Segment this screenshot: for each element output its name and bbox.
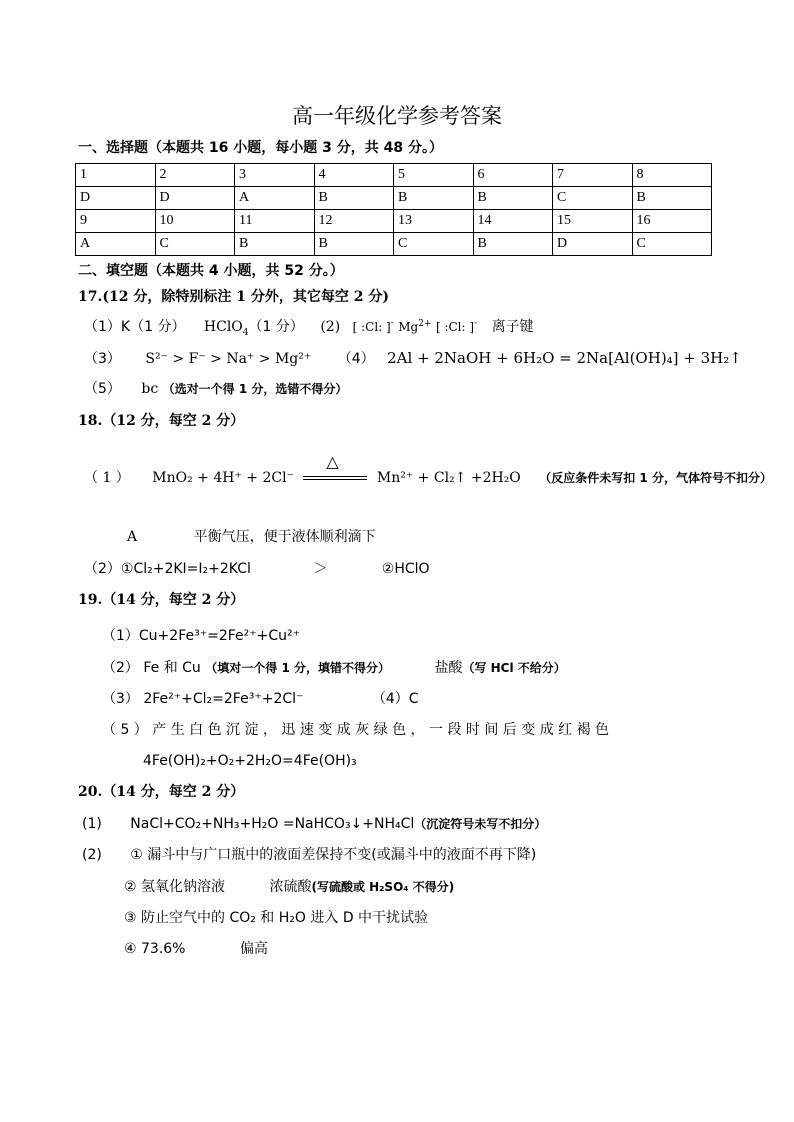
- table-row: [76, 233, 712, 256]
- q17-l1-c: （1 分）: [248, 319, 304, 335]
- table-cell: 16: [632, 210, 712, 233]
- table-cell: 14: [473, 210, 553, 233]
- q17-l2-d: 2Al + 2NaOH + 6H₂O = 2Na[Al(OH)₄] + 3H₂↑: [387, 349, 742, 367]
- q17-l3-a: （5）: [84, 381, 121, 397]
- table-cell: B: [314, 187, 394, 210]
- table-cell: A: [235, 187, 315, 210]
- q20-l5-b: 偏高: [239, 941, 268, 957]
- table-cell: 7: [553, 164, 633, 187]
- table-cell: B: [394, 187, 474, 210]
- q19-l3-b: （4）C: [371, 691, 419, 707]
- q20-l1-a: (1): [82, 816, 102, 832]
- section2-heading: 二、填空题（本题共 4 小题，共 52 分。）: [78, 263, 344, 279]
- table-cell: C: [553, 187, 633, 210]
- q19-l2-c: 盐酸: [434, 660, 463, 676]
- table-cell: 2: [155, 164, 235, 187]
- table-cell: 13: [394, 210, 474, 233]
- q20-line3: [124, 879, 454, 896]
- q18-heading: 18.（12 分，每空 2 分）: [78, 413, 245, 429]
- table-cell: 10: [155, 210, 235, 233]
- q20-l1-c: （沉淀符号未写不扣分）: [414, 817, 547, 831]
- q18-l2-b: 平衡气压，便于液体顺利滴下: [193, 529, 376, 545]
- table-row: [76, 164, 712, 187]
- table-cell: 6: [473, 164, 553, 187]
- table-cell: 1: [76, 164, 156, 187]
- q20-line5: [124, 941, 268, 958]
- q18-l3-b: ＞: [313, 561, 328, 577]
- q17-l3-b: bc: [141, 381, 159, 397]
- table-cell: 9: [76, 210, 156, 233]
- q17-heading: 17.(12 分，除特别标注 1 分外，其它每空 2 分): [78, 289, 389, 305]
- q19-l2-d: （写 HCl 不给分）: [462, 661, 566, 675]
- q19-l2-a: （2） Fe 和 Cu: [102, 660, 201, 676]
- page-title: 高一年级化学参考答案: [292, 104, 502, 128]
- q20-l1-b: NaCl+CO₂+NH₃+H₂O =NaHCO₃↓+NH₄Cl: [130, 816, 415, 832]
- table-cell: B: [632, 187, 712, 210]
- q17-line3: [84, 381, 347, 398]
- table-cell: B: [473, 187, 553, 210]
- q17-l1-b: HClO$_4$: [203, 319, 249, 338]
- q19-heading: 19.（14 分，每空 2 分）: [78, 592, 245, 608]
- reaction-heat-arrow: [298, 452, 372, 487]
- table-cell: 11: [235, 210, 315, 233]
- q19-l2-b: （填对一个得 1 分，填错不得分）: [205, 661, 390, 675]
- q18-l2-a: A: [127, 529, 138, 545]
- q17-l2-a: （3）: [84, 351, 121, 367]
- q20-line1: [82, 816, 546, 833]
- q19-l3-a: （3） 2Fe²⁺+Cl₂=2Fe³⁺+2Cl⁻: [102, 691, 304, 707]
- q18-l1-note: （反应条件未写扣 1 分，气体符号不扣分）: [539, 471, 772, 485]
- table-cell: A: [76, 233, 156, 256]
- q20-l3-a: ② 氢氧化钠溶液: [124, 879, 226, 895]
- q17-l1-a: （1）K（1 分）: [84, 319, 186, 335]
- table-cell: 4: [314, 164, 394, 187]
- q17-l1-e: 离子键: [491, 319, 534, 335]
- q18-line2: [127, 529, 376, 546]
- q20-heading: 20.（14 分，每空 2 分）: [78, 784, 245, 800]
- q20-l2-a: (2): [82, 847, 102, 863]
- q19-line1: （1）Cu+2Fe³⁺=2Fe²⁺+Cu²⁺: [102, 628, 301, 644]
- q20-l2-b: ① 漏斗中与广口瓶中的液面差保持不变(或漏斗中的液面不再下降): [130, 847, 537, 863]
- lewis-chloride-right: [ :Cl: ]: [435, 320, 475, 334]
- table-cell: C: [632, 233, 712, 256]
- q18-l3-a: （2）①Cl₂+2KI=I₂+2KCl: [84, 561, 251, 577]
- table-cell: 8: [632, 164, 712, 187]
- q18-l1-left: MnO₂ + 4H⁺ + 2Cl⁻: [152, 470, 294, 486]
- q19-line4: （ 5 ） 产 生 白 色 沉 淀 ， 迅 速 变 成 灰 绿 色 ， 一 段 时 间 后 变 成 红 褐 色: [102, 722, 610, 738]
- table-cell: C: [155, 233, 235, 256]
- table-cell: 12: [314, 210, 394, 233]
- q20-l3-b: 浓硫酸: [269, 879, 312, 895]
- q18-l1-a: （ 1 ）: [84, 470, 130, 486]
- q20-line4: ③ 防止空气中的 CO₂ 和 H₂O 进入 D 中干扰试验: [124, 910, 429, 926]
- mg-ion: $Mg^{2+}$: [398, 319, 432, 334]
- table-cell: D: [553, 233, 633, 256]
- heat-delta-icon: △: [326, 452, 339, 471]
- q17-line2: [84, 349, 742, 368]
- q17-l1-d: (2): [320, 319, 341, 335]
- q19-line2: [102, 660, 566, 677]
- table-cell: 15: [553, 210, 633, 233]
- lewis-chloride-left: [ :Cl: ]: [352, 320, 391, 334]
- q17-l2-c: （4）: [337, 351, 375, 367]
- table-cell: 3: [235, 164, 315, 187]
- q20-l5-a: ④ 73.6%: [124, 941, 186, 957]
- q18-line1: [84, 452, 772, 487]
- section1-heading-body: 本题共 16 小题，每小题 3 分，共 48 分。）: [162, 140, 443, 156]
- table-row: [76, 210, 712, 233]
- equals-double-line: [303, 476, 367, 480]
- table-cell: B: [314, 233, 394, 256]
- table-cell: D: [76, 187, 156, 210]
- q17-l3-c: （选对一个得 1 分，选错不得分）: [162, 382, 348, 396]
- table-cell: 5: [394, 164, 474, 187]
- q18-line3: [84, 561, 430, 578]
- q18-l1-right: Mn²⁺ + Cl₂↑ +2H₂O: [376, 470, 521, 486]
- q20-line2: [82, 847, 536, 864]
- table-cell: D: [155, 187, 235, 210]
- q17-l2-b: S²⁻ > F⁻ > Na⁺ > Mg²⁺: [145, 351, 312, 367]
- q19-line3: [102, 691, 419, 708]
- table-cell: B: [235, 233, 315, 256]
- q17-line1: （1）K（1 分） HClO$_4$（1 分） (2) [ :Cl: ]- $Mg^{2+}$ [ :Cl: ]- 离子键: [84, 318, 534, 338]
- section1-heading-prefix: 一、选择题（: [78, 140, 162, 156]
- table-cell: C: [394, 233, 474, 256]
- table-row: [76, 187, 712, 210]
- section1-heading: [78, 140, 443, 157]
- q18-l3-c: ②HClO: [381, 561, 430, 577]
- q19-line5: 4Fe(OH)₂+O₂+2H₂O=4Fe(OH)₃: [143, 753, 357, 769]
- q20-l3-c: (写硫酸或 H₂SO₄ 不得分): [311, 880, 455, 894]
- table-cell: B: [473, 233, 553, 256]
- answer-table: [75, 163, 712, 256]
